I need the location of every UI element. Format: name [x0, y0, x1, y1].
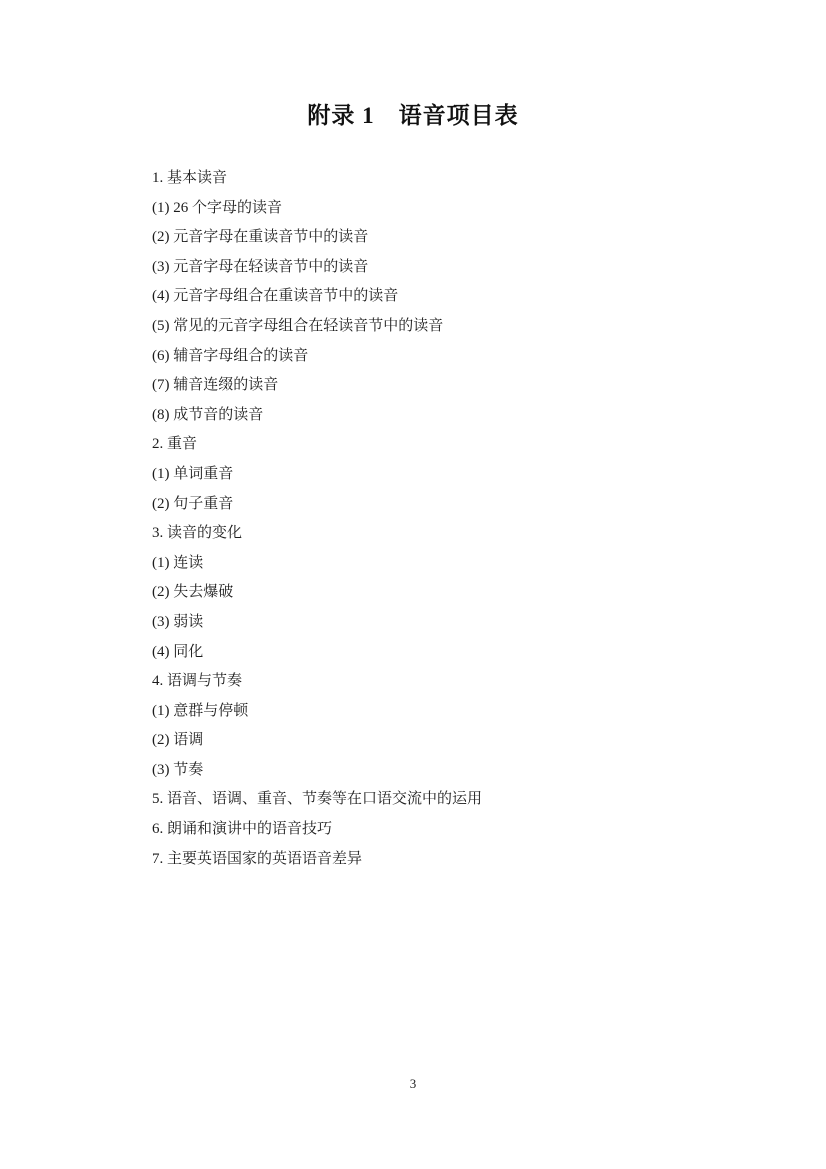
list-item: (1) 意群与停顿 — [152, 702, 249, 719]
list-item: (2) 元音字母在重读音节中的读音 — [152, 229, 369, 246]
list-item: 1. 基本读音 — [152, 170, 228, 186]
list-item: (1) 单词重音 — [152, 465, 234, 482]
list-item: (4) 同化 — [152, 643, 204, 660]
page-title: 附录 1 语音项目表 — [307, 103, 519, 128]
list-item: (6) 辅音字母组合的读音 — [152, 347, 309, 364]
list-item: (2) 句子重音 — [152, 495, 234, 512]
list-item: 6. 朗诵和演讲中的语音技巧 — [152, 821, 333, 838]
page-number: 3 — [409, 1076, 417, 1091]
list-item: 5. 语音、语调、重音、节奏等在口语交流中的运用 — [152, 791, 483, 808]
list-item: (2) 语调 — [152, 732, 204, 749]
list-item: (3) 节奏 — [152, 761, 204, 778]
list-item: (4) 元音字母组合在重读音节中的读音 — [152, 288, 399, 305]
list-item: (3) 元音字母在轻读音节中的读音 — [152, 258, 369, 275]
list-item: (1) 连读 — [152, 554, 204, 571]
list-item: 2. 重音 — [152, 436, 198, 453]
list-item: (7) 辅音连缀的读音 — [152, 377, 279, 394]
list-item: (1) 26 个字母的读音 — [152, 199, 282, 216]
list-item: (2) 失去爆破 — [152, 584, 234, 601]
list-item: (5) 常见的元音字母组合在轻读音节中的读音 — [152, 317, 444, 334]
list-item: 7. 主要英语国家的英语语音差异 — [152, 850, 363, 867]
list-item: 3. 读音的变化 — [152, 525, 243, 542]
list-item: (3) 弱读 — [152, 613, 204, 630]
list-item: (8) 成节音的读音 — [152, 406, 264, 423]
content-list — [152, 164, 712, 874]
list-item: 4. 语调与节奏 — [152, 673, 243, 690]
